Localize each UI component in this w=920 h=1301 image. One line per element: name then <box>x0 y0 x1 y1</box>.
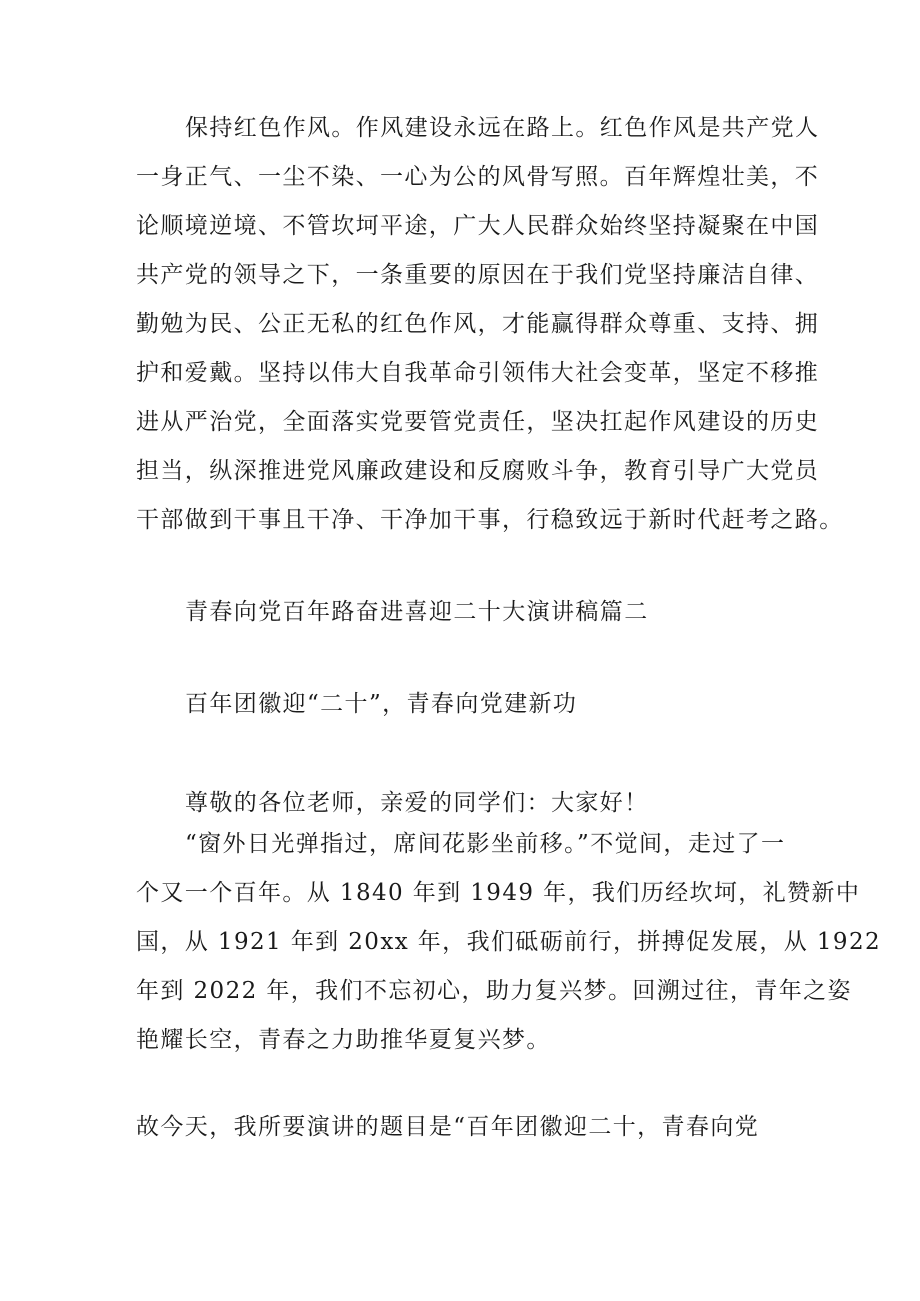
paragraph-line: 保持红色作风。作风建设永远在路上。红色作风是共产党人 <box>185 115 820 141</box>
paragraph-line: 勤勉为民、公正无私的红色作风，才能赢得群众尊重、支持、拥 <box>136 311 820 337</box>
paragraph-line: 共产党的领导之下，一条重要的原因在于我们党坚持廉洁自律、 <box>136 262 820 288</box>
paragraph-line: 艳耀长空，青春之力助推华夏复兴梦。 <box>136 1027 551 1053</box>
paragraph-line: 一身正气、一尘不染、一心为公的风骨写照。百年辉煌壮美，不 <box>136 164 820 190</box>
paragraph-line: 进从严治党，全面落实党要管党责任，坚决扛起作风建设的历史 <box>136 409 820 435</box>
paragraph-line: 年到 2022 年，我们不忘初心，助力复兴梦。回溯过往，青年之姿 <box>136 978 852 1004</box>
paragraph-line: “窗外日光弹指过，席间花影坐前移。”不觉间，走过了一 <box>185 831 786 857</box>
greeting: 尊敬的各位老师，亲爱的同学们：大家好！ <box>185 790 649 816</box>
paragraph-line: 国，从 1921 年到 20xx 年，我们砥砺前行，拼搏促发展，从 1922 <box>136 929 882 955</box>
paragraph-topic: 故今天，我所要演讲的题目是“百年团徽迎二十，青春向党 <box>136 1114 760 1140</box>
paragraph-line: 担当，纵深推进党风廉政建设和反腐败斗争，教育引导广大党员 <box>136 458 820 484</box>
paragraph-line: 干部做到干事且干净、干净加干事，行稳致远于新时代赶考之路。 <box>136 507 844 533</box>
paragraph-line: 护和爱戴。坚持以伟大自我革命引领伟大社会变革，坚定不移推 <box>136 360 820 386</box>
paragraph-line: 个又一个百年。从 1840 年到 1949 年，我们历经坎坷，礼赞新中 <box>136 880 861 906</box>
section-heading: 青春向党百年路奋进喜迎二十大演讲稿篇二 <box>185 599 649 625</box>
paragraph-line: 论顺境逆境、不管坎坷平途，广大人民群众始终坚持凝聚在中国 <box>136 213 820 239</box>
speech-title: 百年团徽迎“二十”，青春向党建新功 <box>185 691 578 717</box>
